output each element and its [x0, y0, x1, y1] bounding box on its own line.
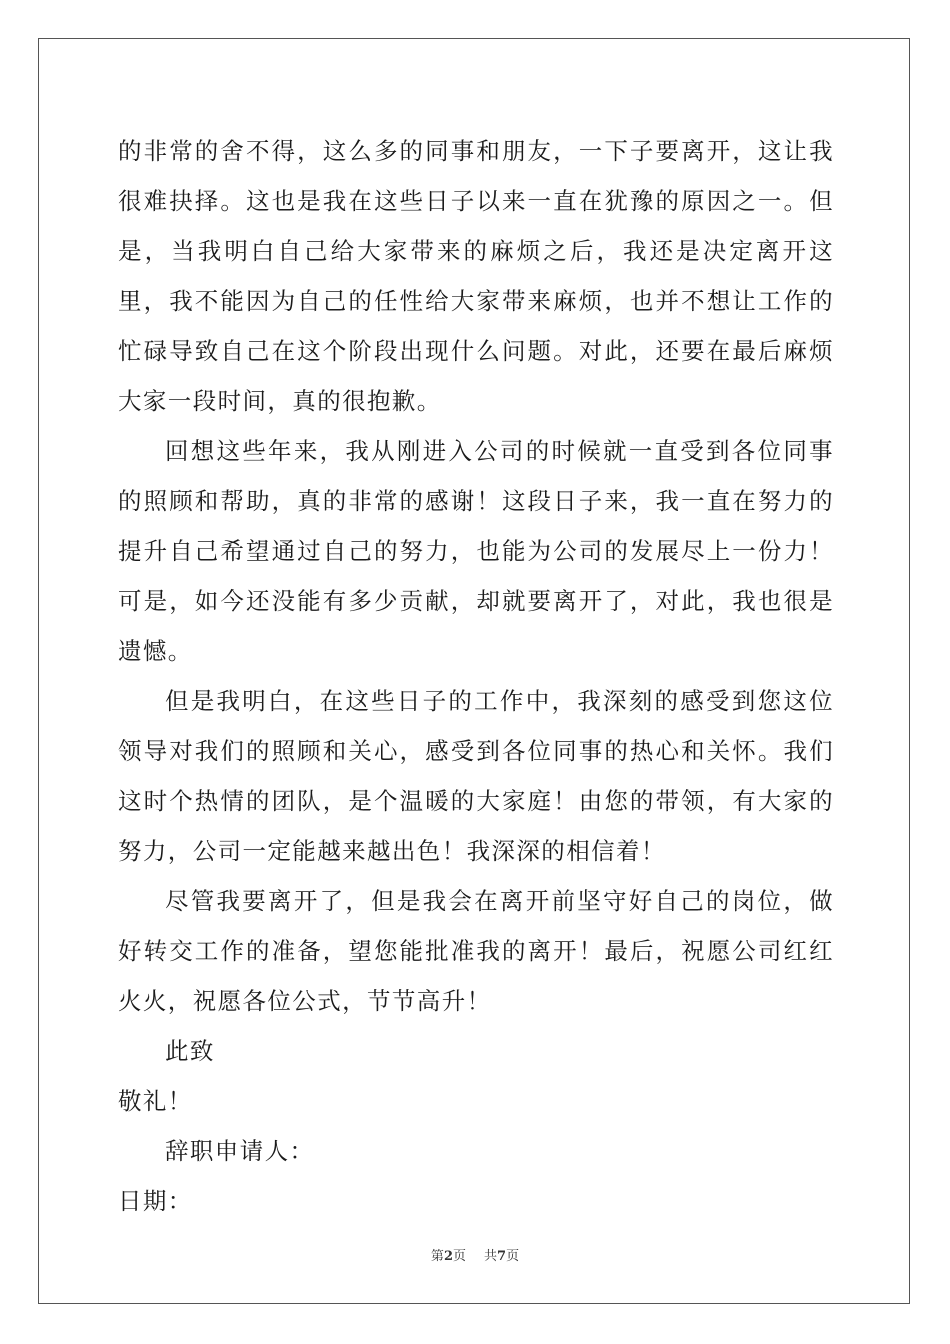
paragraph-farewell: 尽管我要离开了，但是我会在离开前坚守好自己的岗位，做好转交工作的准备，望您能批准我的离开！最后，祝愿公司红红火火，祝愿各位公式，节节高升！ — [118, 887, 834, 1015]
page-prefix: 第 — [430, 1249, 444, 1264]
page-number: 2 — [443, 1249, 453, 1264]
date-line: 日期： — [118, 1187, 193, 1215]
total-prefix: 共 — [484, 1249, 498, 1264]
page-footer — [0, 1247, 950, 1267]
signature-line: 辞职申请人： — [165, 1137, 315, 1165]
closing-regards: 敬礼！ — [118, 1087, 193, 1115]
paragraph-gratitude: 回想这些年来，我从刚进入公司的时候就一直受到各位同事的照顾和帮助，真的非常的感谢！这段日子来，我一直在努力的提升自己希望通过自己的努力，也能为公司的发展尽上一份力！可是，如今还没能有多少贡献，却就要离开了，对此，我也很是遗憾。 — [118, 437, 834, 665]
document-body — [118, 126, 834, 1226]
total-pages: 7 — [497, 1249, 507, 1264]
paragraph-team: 但是我明白，在这些日子的工作中，我深刻的感受到您这位领导对我们的照顾和关心，感受到各位同事的热心和关怀。我们这时个热情的团队，是个温暖的大家庭！由您的带领，有大家的努力，公司一定能越来越出色！我深深的相信着！ — [118, 687, 834, 865]
paragraph-continuation: 的非常的舍不得，这么多的同事和朋友，一下子要离开，这让我很难抉择。这也是我在这些日子以来一直在犹豫的原因之一。但是，当我明白自己给大家带来的麻烦之后，我还是决定离开这里，我不能因为自己的任性给大家带来麻烦，也并不想让工作的忙碌导致自己在这个阶段出现什么问题。对此，还要在最后麻烦大家一段时间，真的很抱歉。 — [118, 137, 834, 415]
closing-salutation: 此致 — [165, 1037, 215, 1065]
page-suffix: 页 — [452, 1249, 466, 1264]
total-suffix: 页 — [506, 1249, 520, 1264]
